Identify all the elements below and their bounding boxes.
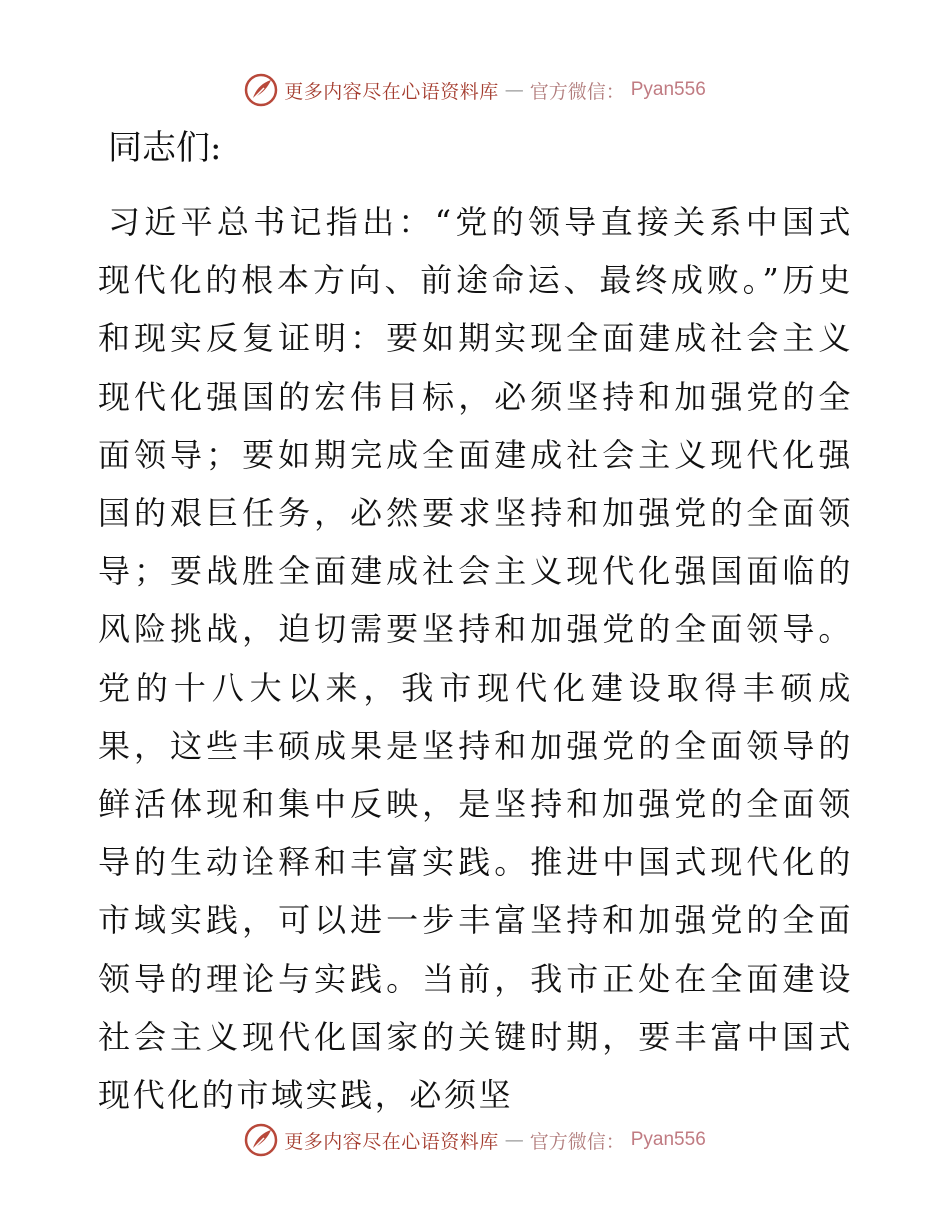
banner-text: 更多内容尽在心语资料库 <box>284 80 499 103</box>
feather-logo-icon <box>244 1123 278 1157</box>
wechat-label: 官方微信： <box>529 1130 625 1153</box>
feather-logo-icon <box>244 73 278 107</box>
footer-banner <box>0 1120 950 1160</box>
banner-separator: — <box>504 79 524 101</box>
wechat-id: Pyan556 <box>630 1129 706 1150</box>
banner-separator: — <box>504 1129 524 1151</box>
banner-text: 更多内容尽在心语资料库 <box>284 1130 499 1153</box>
wechat-id: Pyan556 <box>630 79 706 100</box>
body-paragraph: 习近平总书记指出：“党的领导直接关系中国式现代化的根本方向、前途命运、最终成败。”历史和现实反复证明：要如期实现全面建成社会主义现代化强国的宏伟目标，必须坚持和加强党的全面领导；要如期完成全面建成社会主义现代化强国的艰巨任务，必然要求坚持和加强党的全面领导；要战胜全面建成社会主义现代化强国面临的风险挑战，迫切需要坚持和加强党的全面领导。党的十八大以来，我市现代化建设取得丰硕成果，这些丰硕成果是坚持和加强党的全面领导的鲜活体现和集中反映，是坚持和加强党的全面领导的生动诠释和丰富实践。推进中国式现代化的市域实践，可以进一步丰富坚持和加强党的全面领导的理论与实践。当前，我市正处在全面建设社会主义现代化国家的关键时期，要丰富中国式现代化的市域实践，必须坚 <box>98 203 853 1115</box>
salutation: 同志们: <box>108 128 222 168</box>
wechat-label: 官方微信： <box>529 80 625 103</box>
header-banner <box>0 70 950 110</box>
